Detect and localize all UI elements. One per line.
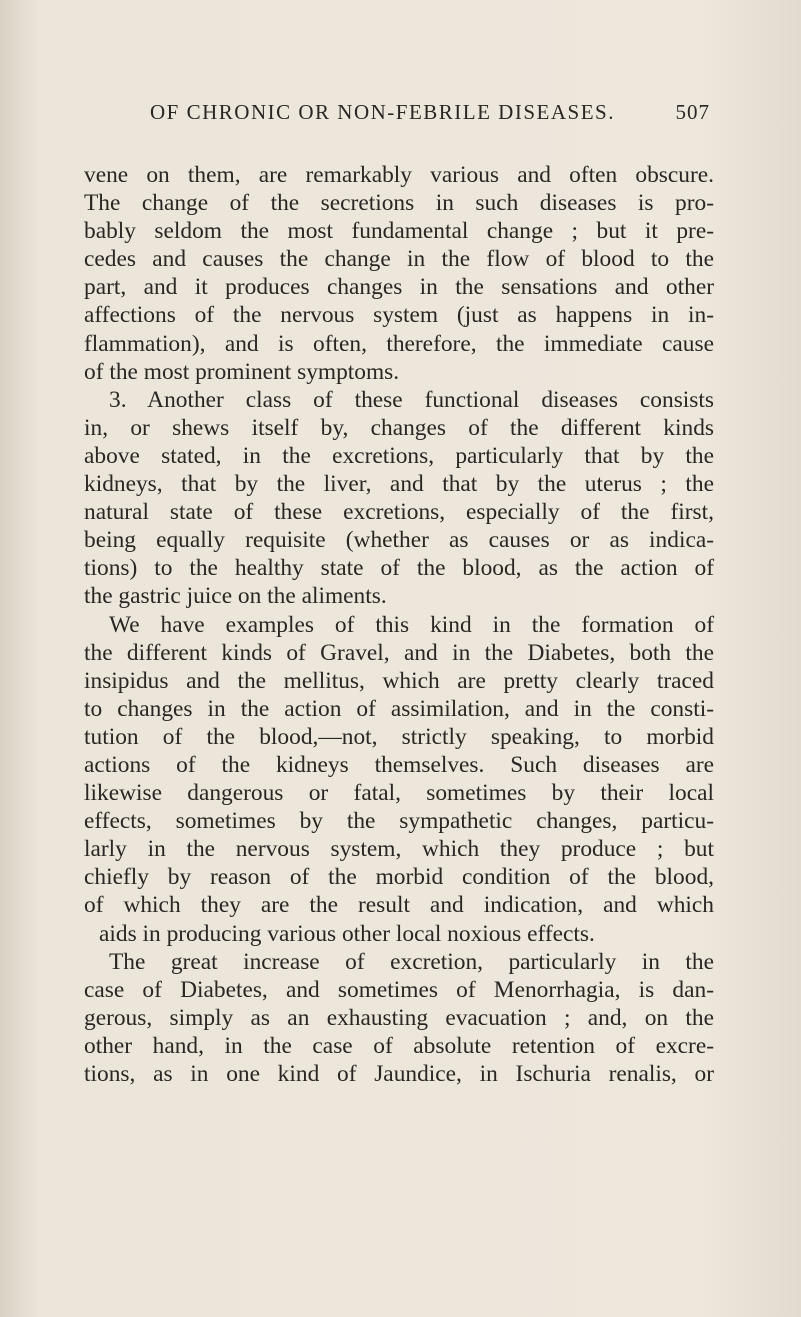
text-line: vene on them, are remarkably various and often obscure. (84, 162, 714, 188)
running-title: OF CHRONIC OR NON-FEBRILE DISEASES. (150, 100, 615, 124)
text-line: tution of the blood,—not, strictly speaking, to morbid (84, 723, 714, 750)
paragraph-start: We have examples of this kind in the formation of (109, 611, 714, 638)
text-line: affections of the nervous system (just as happens in in- (84, 302, 714, 329)
text-line: tions) to the healthy state of the blood, as the action of (84, 555, 714, 582)
paragraph-start: 3. Another class of these functional diseases consists (109, 386, 714, 413)
text-line: being equally requisite (whether as causes or as indica- (84, 527, 714, 554)
text-line: gerous, simply as an exhausting evacuation ; and, on the (84, 1004, 714, 1031)
text-line: above stated, in the excretions, particularly that by the (84, 442, 714, 469)
text-line: actions of the kidneys themselves. Such diseases are (84, 751, 714, 778)
text-line: bably seldom the most fundamental change ; but it pre- (84, 218, 714, 245)
text-line: chiefly by reason of the morbid condition of the blood, (84, 864, 714, 891)
text-line: aids in producing various other local noxious effects. (99, 920, 595, 947)
text-line: larly in the nervous system, which they produce ; but (84, 836, 714, 863)
text-line: to changes in the action of assimilation, and in the consti- (84, 695, 714, 722)
page-number: 507 (675, 100, 710, 124)
paragraph-start: The great increase of excretion, particularly in the (109, 948, 714, 975)
text-line: The change of the secretions in such diseases is pro- (84, 190, 714, 217)
text-line: cedes and causes the change in the flow of blood to the (84, 246, 714, 273)
text-line: likewise dangerous or fatal, sometimes by their local (84, 780, 714, 807)
body-text (84, 161, 714, 1088)
text-line: the gastric juice on the aliments. (84, 583, 387, 610)
text-line: other hand, in the case of absolute retention of excre- (84, 1032, 714, 1059)
text-line: kidneys, that by the liver, and that by the uterus ; the (84, 471, 714, 498)
text-line: the different kinds of Gravel, and in the Diabetes, both the (84, 639, 714, 666)
text-line: tions, as in one kind of Jaundice, in Ischuria renalis, or (84, 1061, 714, 1087)
text-line: effects, sometimes by the sympathetic changes, particu- (84, 808, 714, 835)
text-line: of which they are the result and indication, and which (84, 892, 714, 919)
running-header (150, 100, 710, 136)
text-line: insipidus and the mellitus, which are pretty clearly traced (84, 667, 714, 694)
text-line: in, or shews itself by, changes of the different kinds (84, 414, 714, 441)
text-line: flammation), and is often, therefore, the immediate cause (84, 330, 714, 357)
text-line: part, and it produces changes in the sensations and other (84, 274, 714, 301)
text-line: case of Diabetes, and sometimes of Menorrhagia, is dan- (84, 976, 714, 1003)
text-line: natural state of these excretions, especially of the first, (84, 499, 714, 526)
text-line: of the most prominent symptoms. (84, 358, 400, 385)
